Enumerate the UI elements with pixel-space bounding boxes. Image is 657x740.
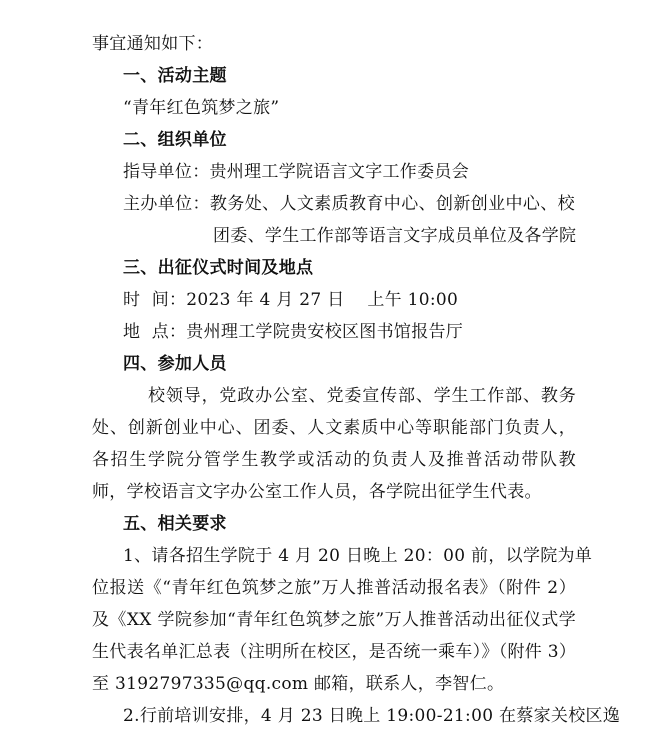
host-unit-text-line2: 团委、学生工作部等语言文字成员单位及各学院 [213, 226, 577, 246]
section-heading-organizers: 二、组织单位 [123, 130, 227, 150]
theme-text: “青年红色筑梦之旅” [123, 98, 280, 118]
requirement-1-line-1: 1、请各招生学院于 4 月 20 日晚上 20：00 前，以学院为单 [123, 546, 593, 566]
participants-line-3: 各招生学院分管学生教学或活动的负责人及推普活动带队教 [92, 450, 576, 470]
requirement-1-line-5: 至 3192797335@qq.com 邮箱，联系人，李智仁。 [92, 674, 505, 694]
requirement-1-line-3: 及《XX 学院参加“青年红色筑梦之旅”万人推普活动出征仪式学 [92, 610, 576, 630]
intro-text: 事宜通知如下： [92, 34, 214, 54]
section-heading-participants: 四、参加人员 [123, 354, 227, 374]
participants-line-2: 处、创新创业中心、团委、人文素质中心等职能部门负责人， [92, 418, 576, 438]
section-heading-requirements: 五、相关要求 [123, 514, 227, 534]
host-unit-text-line1: 主办单位：教务处、人文素质教育中心、创新创业中心、校 [123, 194, 575, 214]
requirement-2-line-1: 2.行前培训安排，4 月 23 日晚上 19:00-21:00 在蔡家关校区逸 [123, 706, 621, 726]
requirement-1-line-4: 生代表名单汇总表（注明所在校区，是否统一乘车）》（附件 3） [92, 642, 577, 662]
section-heading-time-place: 三、出征仪式时间及地点 [123, 258, 314, 278]
requirement-1-line-2: 位报送《“青年红色筑梦之旅”万人推普活动报名表》（附件 2） [92, 578, 576, 598]
section-heading-theme: 一、活动主题 [123, 66, 227, 86]
participants-line-4: 师，学校语言文字办公室工作人员，各学院出征学生代表。 [92, 482, 542, 502]
participants-line-1: 校领导，党政办公室、党委宣传部、学生工作部、教务 [148, 386, 576, 406]
ceremony-place-text: 地 点：贵州理工学院贵安校区图书馆报告厅 [123, 322, 464, 342]
ceremony-time-text: 时 间：2023 年 4 月 27 日 上午 10:00 [123, 290, 459, 310]
guide-unit-text: 指导单位：贵州理工学院语言文字工作委员会 [123, 162, 469, 182]
